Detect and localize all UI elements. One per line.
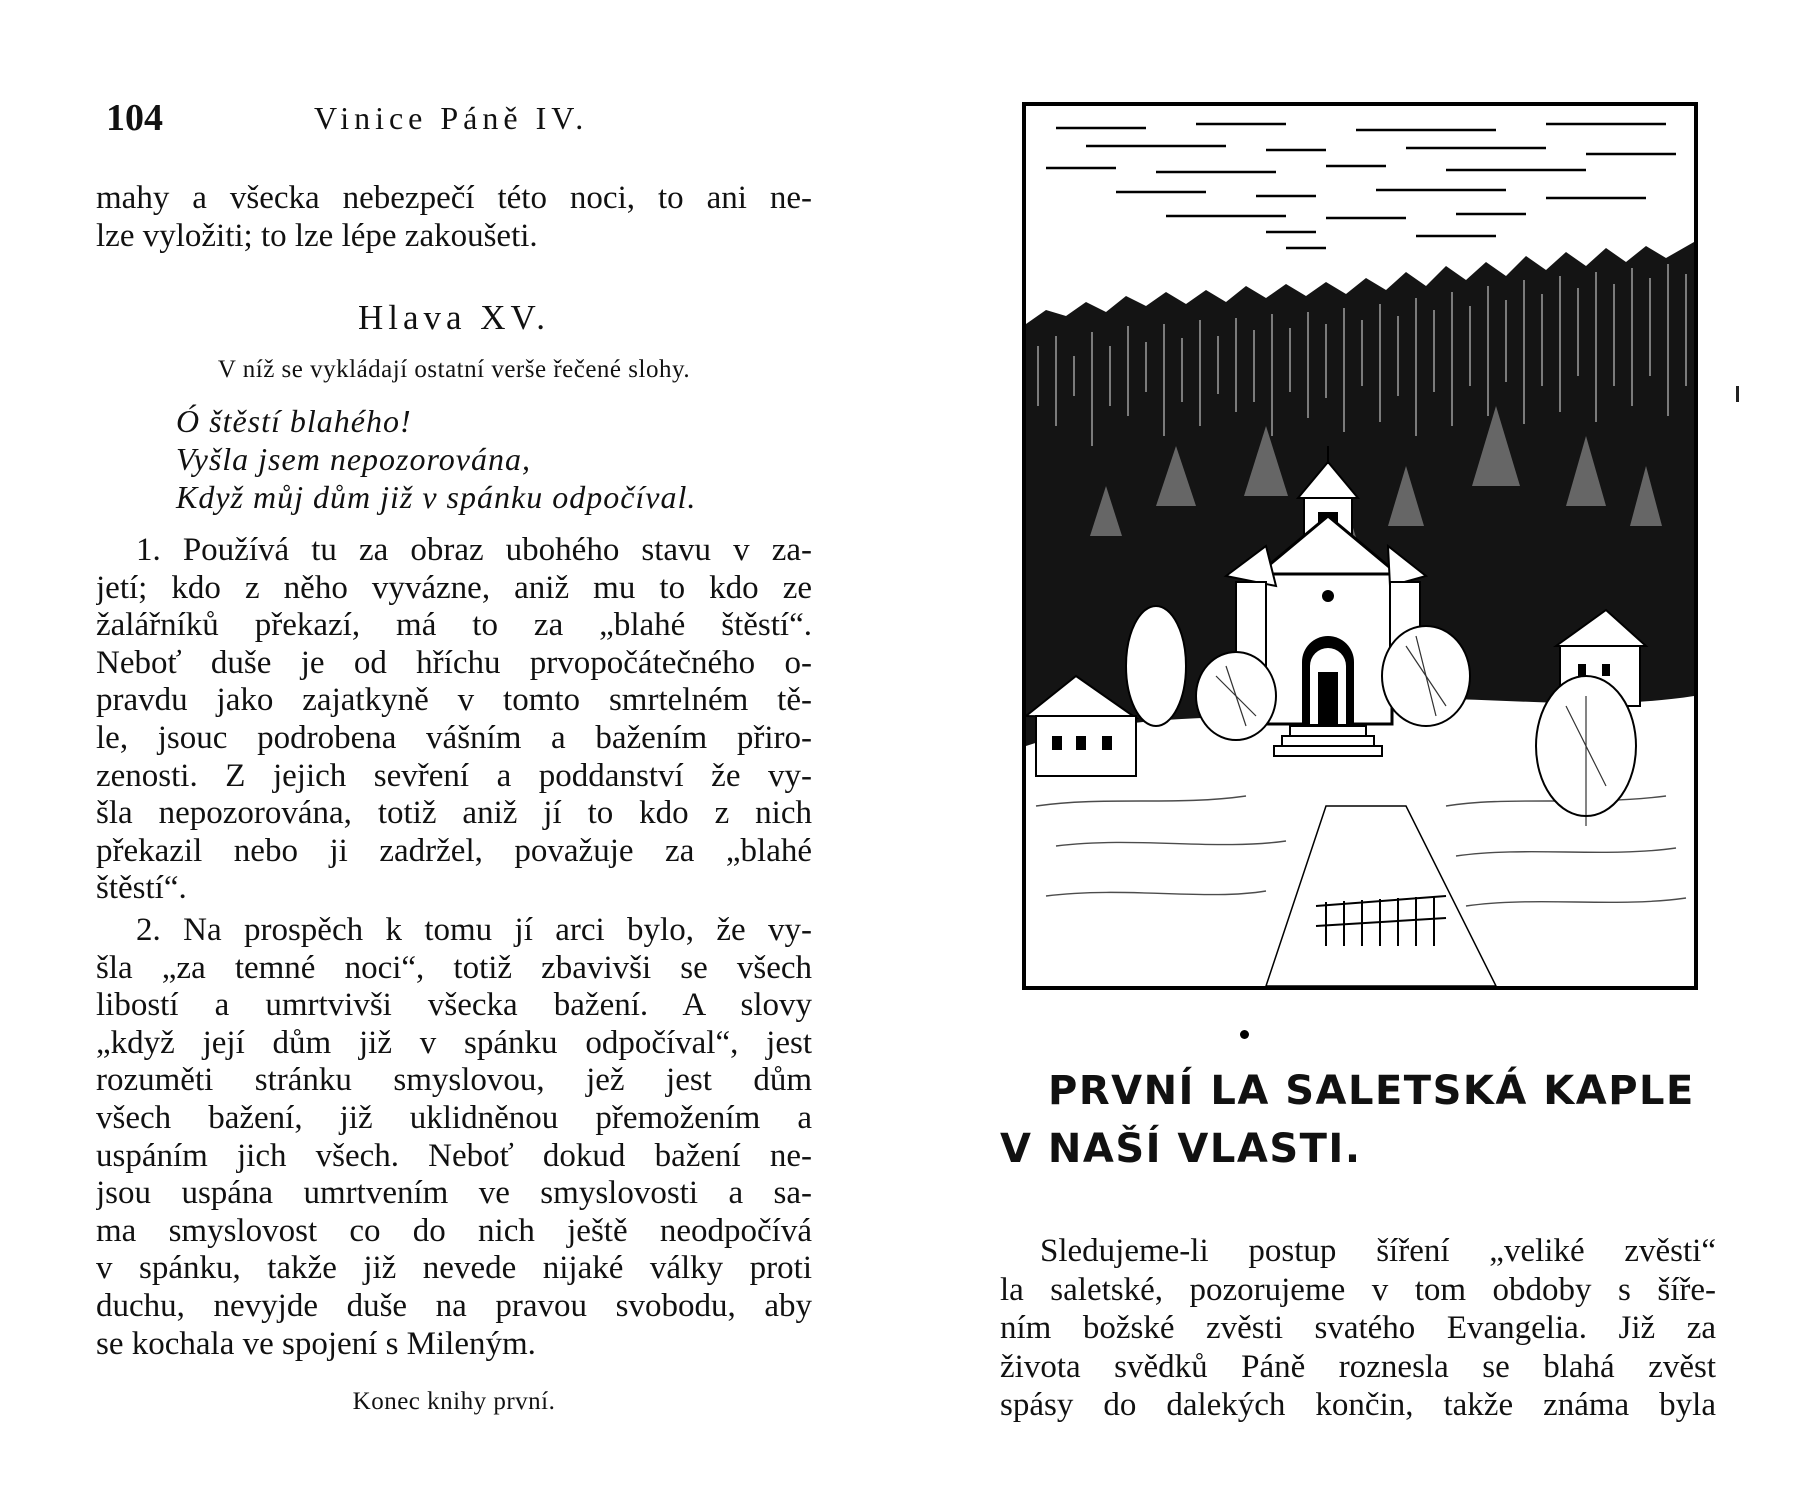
chapel-illustration <box>1022 102 1698 990</box>
text-line: žalářníků překazí, má to za „blahé štěstí“. <box>96 607 812 644</box>
text-line: pravdu jako zajatkyně v tomto smrtelném tě- <box>96 682 812 719</box>
text-line: zenosti. Z jejich sevření a poddanství že vy- <box>96 757 812 794</box>
text-line: jsou uspána umrtvením ve smyslovosti a sa- <box>96 1175 812 1212</box>
opening-paragraph <box>96 180 812 255</box>
paragraph-1 <box>96 532 812 908</box>
article-title-line: PRVNÍ LA SALETSKÁ KAPLE <box>1048 1068 1695 1114</box>
article-body <box>1000 1232 1716 1425</box>
text-line: v spánku, takže již nevede nijaké války proti <box>96 1250 812 1287</box>
verse-line: Ó štěstí blahého! <box>176 403 412 439</box>
text-line: ním božské zvěsti svatého Evangelia. Již za <box>1000 1310 1716 1346</box>
text-line: „když její dům již v spánku odpočíval“, jest <box>96 1024 812 1061</box>
article-title-line: V NAŠÍ VLASTI. <box>1000 1126 1362 1172</box>
text-line: šla nepozorována, totiž aniž jí to kdo z nich <box>96 795 812 832</box>
text-line: mahy a všecka nebezpečí této noci, to ani ne- <box>96 180 812 216</box>
ornament-dot <box>1240 1030 1249 1039</box>
page-number: 104 <box>106 97 163 139</box>
chapter-heading: Hlava XV. <box>357 298 551 337</box>
right-page <box>900 0 1816 1500</box>
text-line: Sledujeme-li postup šíření „veliké zvěsti“ <box>1040 1233 1716 1269</box>
text-line: života svědků Páně roznesla se blahá zvěst <box>1000 1348 1716 1385</box>
paragraph-2 <box>96 912 812 1363</box>
left-page <box>0 0 900 1500</box>
text-line: jetí; kdo z něho vyvázne, aniž mu to kdo ze <box>96 569 812 606</box>
text-line: la saletské, pozorujeme v tom obdoby s šíře- <box>1000 1271 1716 1308</box>
running-head: Vinice Páně IV. <box>314 100 589 136</box>
text-line: překazil nebo ji zadržel, považuje za „blahé <box>96 832 812 869</box>
end-of-book-note: Konec knihy první. <box>352 1388 556 1415</box>
margin-mark <box>1736 386 1739 402</box>
verse-block <box>176 402 696 516</box>
article-title <box>1000 1062 1740 1178</box>
text-line: šla „za temné noci“, totiž zbavivši se všech <box>96 949 812 986</box>
text-line: uspáním jich všech. Neboť dokud bažení ne- <box>96 1137 812 1174</box>
text-line: libostí a umrtvivši všecka bažení. A slovy <box>96 987 812 1024</box>
text-line: 1. Používá tu za obraz ubohého stavu v za- <box>136 532 812 568</box>
text-line: 2. Na prospěch k tomu jí arci bylo, že vy- <box>136 912 812 948</box>
verse-line: Vyšla jsem nepozorována, <box>176 441 531 477</box>
text-line: Neboť duše je od hříchu prvopočátečného o- <box>96 644 812 681</box>
text-line: všech bažení, již uklidněnou přemožením a <box>96 1099 812 1136</box>
text-line: duchu, nevyjde duše na pravou svobodu, aby <box>96 1287 812 1324</box>
text-line: rozuměti stránku smyslovou, jež jest dům <box>96 1062 812 1099</box>
chapel-in-forest-icon <box>1026 106 1694 986</box>
chapter-subtitle: V níž se vykládají ostatní verše řečené slohy. <box>217 356 691 383</box>
verse-line: Když můj dům již v spánku odpočíval. <box>176 479 697 515</box>
text-line: se kochala ve spojení s Mileným. <box>96 1325 536 1362</box>
text-line: spásy do dalekých končin, takže známa byla <box>1000 1387 1716 1423</box>
text-line: štěstí“. <box>96 870 187 907</box>
text-line: le, jsouc podrobena vášním a bažením přiro- <box>96 719 812 756</box>
page-header <box>106 96 589 140</box>
text-line: lze vyložiti; to lze lépe zakoušeti. <box>96 217 538 254</box>
text-line: ma smyslovost co do nich ještě neodpočívá <box>96 1212 812 1249</box>
